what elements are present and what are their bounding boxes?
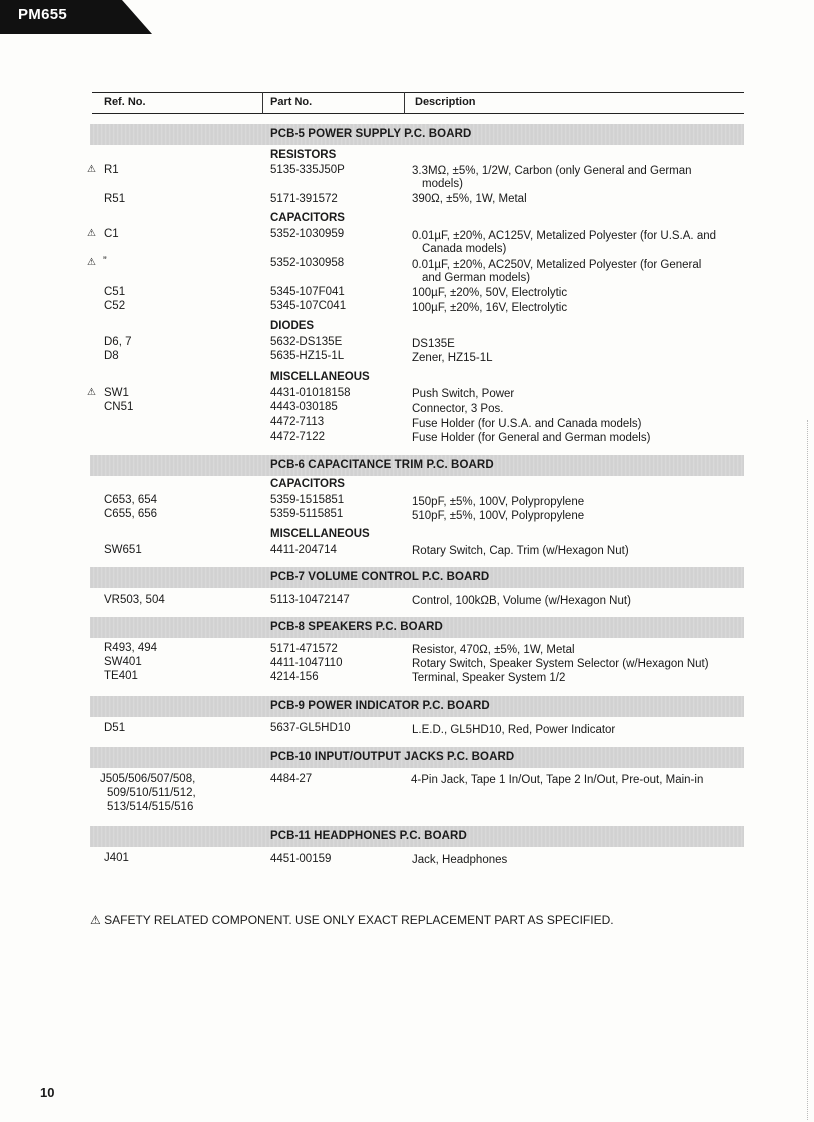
header-divider: [262, 92, 263, 114]
part-no: 5113-10472147: [270, 594, 350, 606]
part-no: 4214-156: [270, 671, 319, 683]
part-no: 5345-107C041: [270, 300, 347, 312]
description: Terminal, Speaker System 1/2: [412, 672, 566, 684]
ref-no: SW651: [104, 544, 142, 556]
category-label: MISCELLANEOUS: [270, 371, 370, 383]
model-label: PM655: [18, 6, 68, 23]
ref-no: D8: [104, 350, 119, 362]
description: 100µF, ±20%, 16V, Electrolytic: [412, 302, 568, 314]
part-no: 4451-00159: [270, 853, 332, 865]
col-part-header: Part No.: [270, 96, 313, 108]
ref-no: SW1: [104, 387, 129, 399]
category-label: CAPACITORS: [270, 212, 345, 224]
description: Resistor, 470Ω, ±5%, 1W, Metal: [412, 644, 575, 656]
ref-no-cont: 509/510/511/512,: [107, 787, 196, 799]
description: DS135E: [412, 338, 455, 350]
ref-no: C52: [104, 300, 126, 312]
part-no: 4411-204714: [270, 544, 337, 556]
section-title: PCB-7 VOLUME CONTROL P.C. BOARD: [270, 571, 490, 583]
page-number: 10: [40, 1085, 55, 1100]
description: Push Switch, Power: [412, 388, 515, 400]
safety-footnote: [90, 913, 614, 927]
description: Rotary Switch, Speaker System Selector (w/Hexagon Nut): [412, 658, 709, 670]
warning-icon: ⚠: [87, 387, 96, 398]
ref-no: D6, 7: [104, 336, 132, 348]
part-no: 4411-1047110: [270, 657, 343, 669]
description: Fuse Holder (for General and German models): [412, 432, 651, 444]
part-no: 4472-7122: [270, 431, 325, 443]
description: Rotary Switch, Cap. Trim (w/Hexagon Nut): [412, 545, 629, 557]
description: 4-Pin Jack, Tape 1 In/Out, Tape 2 In/Out, Pre-out, Main-in: [411, 774, 704, 786]
part-no: 5635-HZ15-1L: [270, 350, 345, 362]
col-desc-header: Description: [415, 96, 476, 108]
category-label: MISCELLANEOUS: [270, 528, 370, 540]
part-no: 5359-1515851: [270, 494, 345, 506]
description-cont: and German models): [422, 272, 531, 284]
description: Jack, Headphones: [412, 854, 508, 866]
part-no: 4431-01018158: [270, 387, 351, 399]
ref-no: R493, 494: [104, 642, 158, 654]
ref-no-cont: 513/514/515/516: [107, 801, 194, 813]
part-no: 5135-335J50P: [270, 164, 345, 176]
description: Zener, HZ15-1L: [412, 352, 493, 364]
section-title: PCB-5 POWER SUPPLY P.C. BOARD: [270, 128, 472, 140]
part-no: 5345-107F041: [270, 286, 345, 298]
description-cont: models): [422, 178, 463, 190]
part-no: 4443-030185: [270, 401, 338, 413]
section-title: PCB-10 INPUT/OUTPUT JACKS P.C. BOARD: [270, 751, 515, 763]
ref-no: R1: [104, 164, 119, 176]
part-no: 5171-391572: [270, 193, 338, 205]
description: Fuse Holder (for U.S.A. and Canada models): [412, 418, 642, 430]
part-no: 5352-1030959: [270, 228, 345, 240]
section-title: PCB-8 SPEAKERS P.C. BOARD: [270, 621, 443, 633]
ref-no: R51: [104, 193, 126, 205]
warning-icon: ⚠: [87, 164, 96, 175]
warning-icon: ⚠: [87, 257, 96, 268]
warning-icon: ⚠: [87, 228, 96, 239]
ref-no: SW401: [104, 656, 142, 668]
part-no: 5171-471572: [270, 643, 338, 655]
footnote-text: SAFETY RELATED COMPONENT. USE ONLY EXACT REPLACEMENT PART AS SPECIFIED.: [104, 913, 614, 927]
description: 0.01µF, ±20%, AC250V, Metalized Polyester (for General: [412, 259, 702, 271]
col-ref-header: Ref. No.: [104, 96, 146, 108]
section-title: PCB-11 HEADPHONES P.C. BOARD: [270, 830, 467, 842]
description: L.E.D., GL5HD10, Red, Power Indicator: [412, 724, 616, 736]
ref-no: C655, 656: [104, 508, 158, 520]
part-no: 5637-GL5HD10: [270, 722, 351, 734]
part-no: 4484-27: [270, 773, 313, 785]
description: 390Ω, ±5%, 1W, Metal: [412, 193, 527, 205]
binding-edge: [807, 420, 814, 1120]
category-label: DIODES: [270, 320, 315, 332]
ref-no: VR503, 504: [104, 594, 165, 606]
section-title: PCB-9 POWER INDICATOR P.C. BOARD: [270, 700, 490, 712]
description: 0.01µF, ±20%, AC125V, Metalized Polyester (for U.S.A. and: [412, 230, 717, 242]
description: 3.3MΩ, ±5%, 1/2W, Carbon (only General and German: [412, 165, 692, 177]
ditto-mark: ”: [103, 255, 107, 267]
ref-no: J505/506/507/508,: [100, 773, 196, 785]
description: 100µF, ±20%, 50V, Electrolytic: [412, 287, 568, 299]
part-no: 5359-5115851: [270, 508, 344, 520]
category-label: RESISTORS: [270, 149, 337, 161]
description: 510pF, ±5%, 100V, Polypropylene: [412, 510, 585, 522]
part-no: 5632-DS135E: [270, 336, 343, 348]
ref-no: TE401: [104, 670, 138, 682]
ref-no: C1: [104, 228, 119, 240]
ref-no: CN51: [104, 401, 134, 413]
category-label: CAPACITORS: [270, 478, 345, 490]
ref-no: D51: [104, 722, 126, 734]
ref-no: J401: [104, 852, 129, 864]
description: Control, 100kΩB, Volume (w/Hexagon Nut): [412, 595, 631, 607]
description-cont: Canada models): [422, 243, 507, 255]
header-divider: [404, 92, 405, 114]
section-title: PCB-6 CAPACITANCE TRIM P.C. BOARD: [270, 459, 494, 471]
warning-icon: ⚠: [90, 913, 101, 927]
ref-no: C653, 654: [104, 494, 158, 506]
description: 150pF, ±5%, 100V, Polypropylene: [412, 496, 585, 508]
ref-no: C51: [104, 286, 126, 298]
part-no: 5352-1030958: [270, 257, 345, 269]
part-no: 4472-7113: [270, 416, 325, 428]
description: Connector, 3 Pos.: [412, 403, 504, 415]
